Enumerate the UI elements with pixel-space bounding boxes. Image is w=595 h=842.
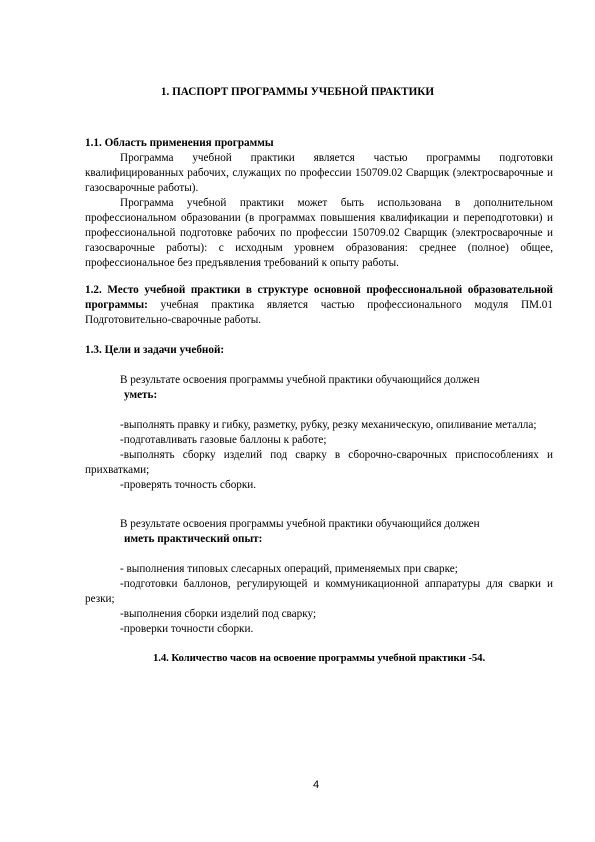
skills-list <box>85 418 553 493</box>
experience-intro: В результате освоения программы учебной практики обучающийся должен <box>120 518 480 530</box>
section-1-3-experience <box>85 517 553 547</box>
experience-list <box>85 562 553 637</box>
list-item: -выполнения сборки изделий под сварку; <box>120 608 317 620</box>
list-item: -подготовки баллонов, регулирующей и коммуникационной аппаратуры для сварки и резки; <box>85 578 553 605</box>
section-1-2 <box>85 283 553 328</box>
list-item: -подготавливать газовые баллоны к работе; <box>120 434 327 446</box>
section-1-3-skills <box>85 373 553 403</box>
list-item: -выполнять правку и гибку, разметку, рубку, резку механическую, опиливание металла; <box>120 419 537 431</box>
section-1-1 <box>85 136 553 271</box>
section-1-3-heading: 1.3. Цели и задачи учебной: <box>85 344 225 356</box>
section-1-2-text: учебная практика является частью профессионального модуля ПМ.01 Подготовительно-сварочные работы. <box>85 299 553 326</box>
page-number: 4 <box>313 779 320 791</box>
skills-intro: В результате освоения программы учебной практики обучающийся должен <box>120 374 480 386</box>
section-1-4-heading: 1.4. Количество часов на освоение программы учебной практики -54. <box>152 652 486 664</box>
section-1-1-paragraph-2: Программа учебной практики может быть использована в дополнительном профессиональном образовании (в программах повышения квалификации и переподготовки) и профессиональной подготовке рабочих по профессии 150709.02 Сварщик (электросварочные и газосварочные работы): с исходным уровнем образования: среднее (полное) общее, профессиональное без предъявления требований к опыту работы. <box>85 197 553 269</box>
experience-label: иметь практический опыт: <box>124 533 263 545</box>
list-item: -проверки точности сборки. <box>120 623 254 635</box>
page-title: 1. ПАСПОРТ ПРОГРАММЫ УЧЕБНОЙ ПРАКТИКИ <box>160 86 435 98</box>
list-item: -проверять точность сборки. <box>120 479 257 491</box>
skills-label: уметь: <box>124 389 158 401</box>
list-item: - выполнения типовых слесарных операций, применяемых при сварке; <box>120 563 458 575</box>
list-item: -выполнять сборку изделий под сварку в сборочно-сварочных приспособлениях и прихватками; <box>85 449 553 476</box>
section-1-2-heading: 1.2. Место учебной практики в структуре основной профессиональной образовательной программы: <box>85 284 553 311</box>
section-1-1-heading: 1.1. Область применения программы <box>85 137 274 149</box>
section-1-1-paragraph-1: Программа учебной практики является частью программы подготовки квалифицированных рабочих, служащих по профессии 150709.02 Сварщик (электросварочные и газосварочные работы). <box>85 152 553 194</box>
